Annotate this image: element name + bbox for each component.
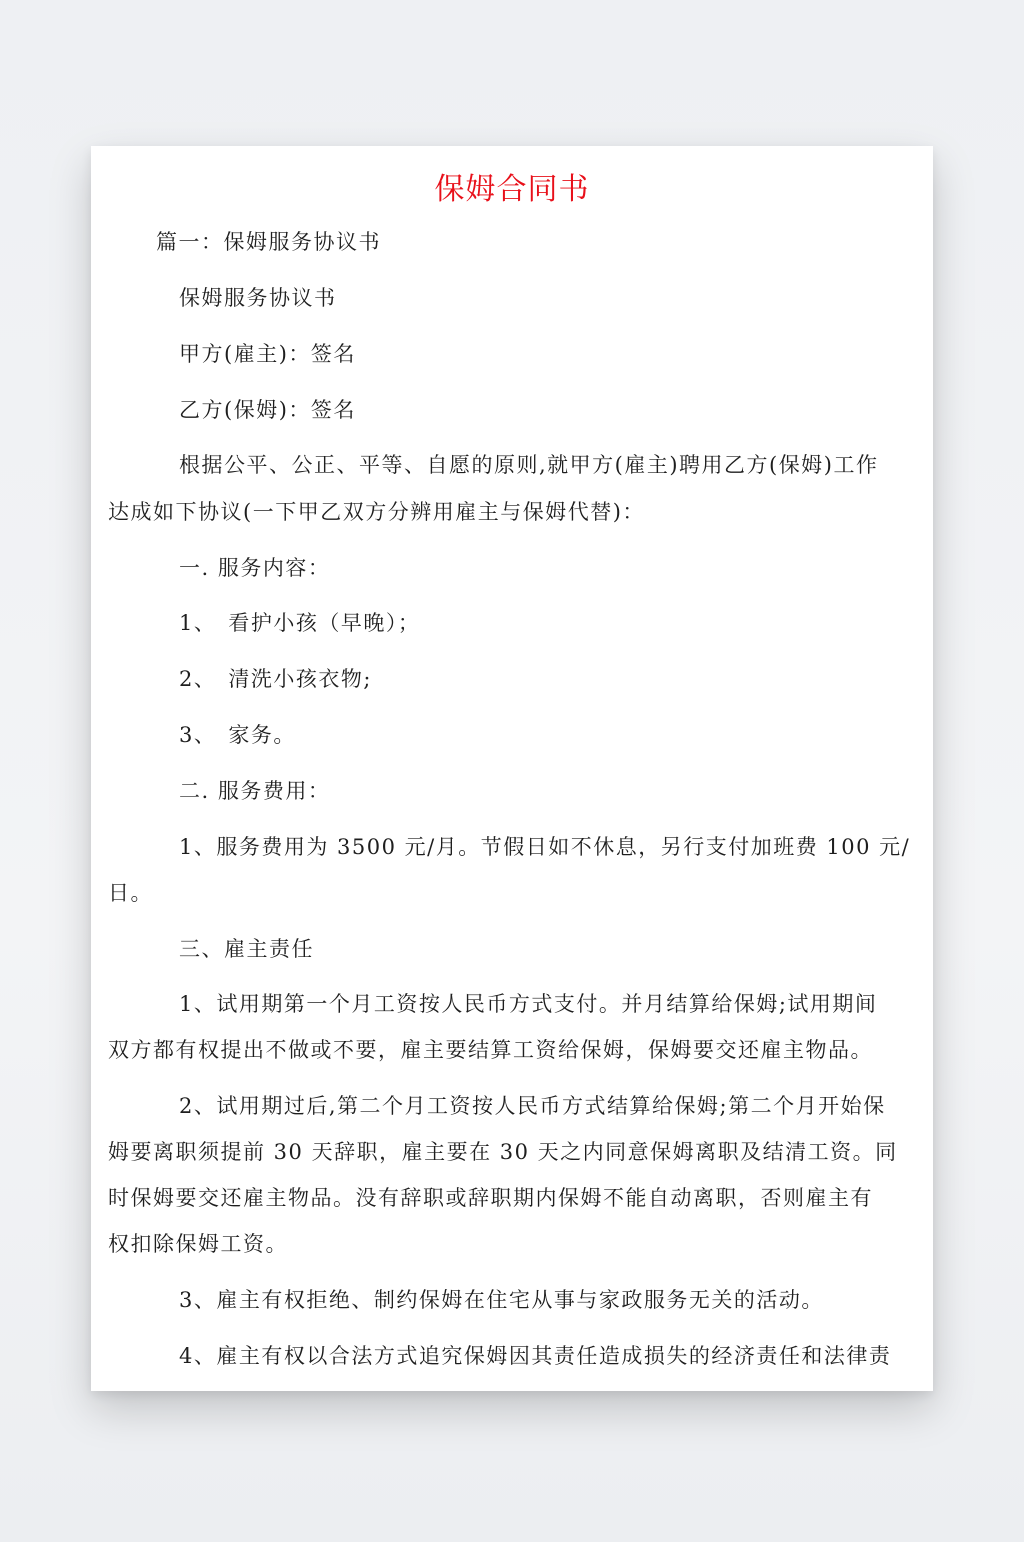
paragraph-line: 达成如下协议(一下甲乙双方分辨用雇主与保姆代替)： [108, 500, 645, 524]
paragraph-line: 保姆服务协议书 [179, 286, 337, 310]
paragraph-line: 3、雇主有权拒绝、制约保姆在住宅从事与家政服务无关的活动。 [179, 1288, 824, 1312]
paragraph-line: 权扣除保姆工资。 [108, 1232, 288, 1256]
paragraph-line: 根据公平、公正、平等、自愿的原则,就甲方(雇主)聘用乙方(保姆)工作 [179, 453, 879, 477]
paragraph-line: 时保姆要交还雇主物品。没有辞职或辞职期内保姆不能自动离职，否则雇主有 [108, 1186, 873, 1210]
section-heading: 一. 服务内容： [179, 556, 331, 580]
section-heading: 二. 服务费用： [179, 779, 331, 803]
paragraph-line: 日。 [108, 881, 153, 905]
paragraph-line: 1、试用期第一个月工资按人民币方式支付。并月结算给保姆;试用期间 [179, 992, 878, 1016]
paragraph-line: 甲方(雇主)：签名 [179, 342, 356, 366]
paragraph-line: 1、服务费用为 3500 元/月。节假日如不休息，另行支付加班费 100 元/ [179, 835, 911, 859]
paragraph-line: 4、雇主有权以合法方式追究保姆因其责任造成损失的经济责任和法律责 [179, 1344, 892, 1368]
paragraph-line: 双方都有权提出不做或不要，雇主要结算工资给保姆，保姆要交还雇主物品。 [108, 1038, 873, 1062]
section-heading: 三、雇主责任 [179, 937, 314, 961]
paragraph-line: 2、试用期过后,第二个月工资按人民币方式结算给保姆;第二个月开始保 [179, 1094, 886, 1118]
document-page [91, 146, 933, 1391]
paragraph-line: 姆要离职须提前 30 天辞职，雇主要在 30 天之内同意保姆离职及结清工资。同 [108, 1140, 898, 1164]
list-item: 2、 清洗小孩衣物; [179, 667, 372, 691]
document-title: 保姆合同书 [434, 172, 590, 207]
section-heading: 篇一：保姆服务协议书 [156, 230, 381, 254]
paragraph-line: 乙方(保姆)：签名 [179, 398, 356, 422]
list-item: 3、 家务。 [179, 723, 296, 747]
list-item: 1、 看护小孩（早晚）； [179, 611, 421, 635]
